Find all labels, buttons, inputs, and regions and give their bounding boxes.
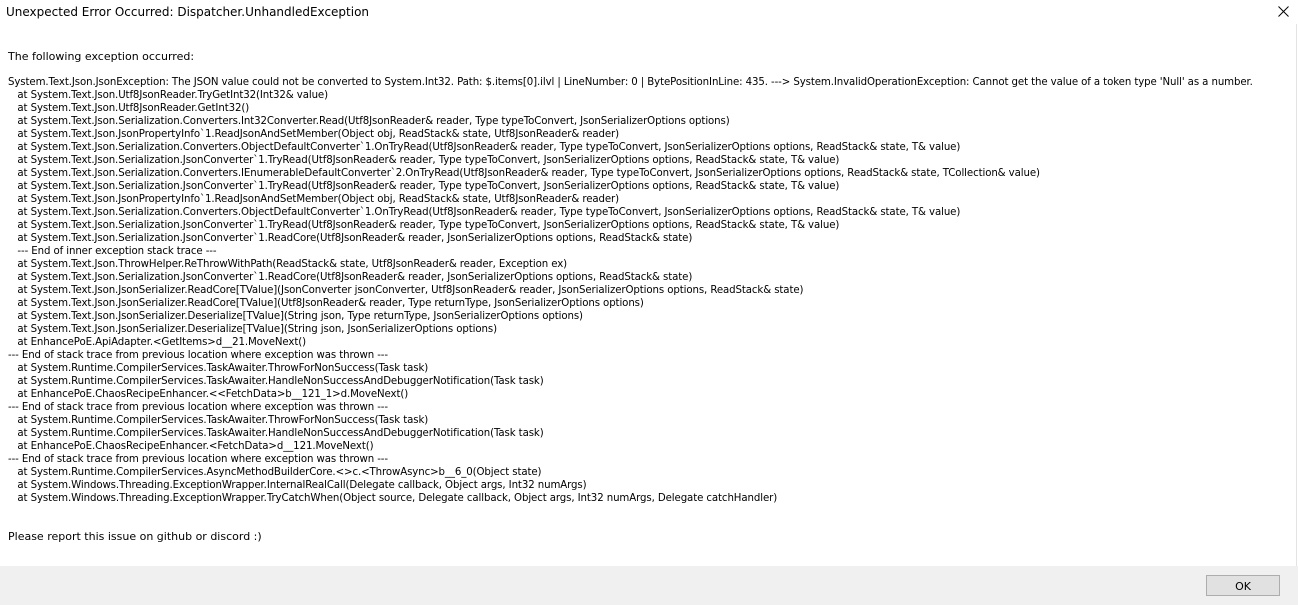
stack-trace-line: at EnhancePoE.ApiAdapter.<GetItems>d__21.MoveNext() bbox=[8, 337, 306, 348]
stack-trace bbox=[8, 76, 1292, 505]
stack-trace-line: at System.Text.Json.Serialization.JsonConverter`1.ReadCore(Utf8JsonReader& reader, JsonSerializerOptions options, ReadStack& state) bbox=[8, 272, 693, 283]
close-button[interactable] bbox=[1268, 0, 1298, 22]
stack-trace-line: at System.Text.Json.Serialization.Converters.ObjectDefaultConverter`1.OnTryRead(Utf8JsonReader& reader, Type typeToConvert, JsonSerializerOptions options, ReadStack& state, T& value) bbox=[8, 207, 961, 218]
stack-trace-line: at System.Text.Json.Serialization.JsonConverter`1.TryRead(Utf8JsonReader& reader, Type typeToConvert, JsonSerializerOptions options, ReadStack& state, T& value) bbox=[8, 220, 840, 231]
stack-trace-line: at System.Text.Json.JsonSerializer.Deserialize[TValue](String json, Type returnType, JsonSerializerOptions options) bbox=[8, 311, 583, 322]
stack-trace-line: at EnhancePoE.ChaosRecipeEnhancer.<FetchData>d__121.MoveNext() bbox=[8, 441, 374, 452]
stack-trace-line: --- End of stack trace from previous location where exception was thrown --- bbox=[8, 454, 388, 465]
title-bar bbox=[0, 0, 1298, 24]
stack-trace-line: --- End of inner exception stack trace --- bbox=[8, 246, 217, 257]
stack-trace-line: at System.Windows.Threading.ExceptionWrapper.TryCatchWhen(Object source, Delegate callback, Object args, Int32 numArgs, Delegate catchHandler) bbox=[8, 493, 778, 504]
dialog-title: Unexpected Error Occurred: Dispatcher.UnhandledException bbox=[6, 5, 370, 19]
stack-trace-line: System.Text.Json.JsonException: The JSON value could not be converted to System.Int32. Path: $.items[0].ilvl | LineNumber: 0 | BytePositionInLine: 435. ---> System.InvalidOperationException: Cannot get the value of a token type 'Null' as a number. bbox=[8, 77, 1253, 88]
stack-trace-line: at System.Text.Json.JsonSerializer.ReadCore[TValue](Utf8JsonReader& reader, Type returnType, JsonSerializerOptions options) bbox=[8, 298, 644, 309]
ok-button[interactable]: OK bbox=[1206, 575, 1280, 596]
stack-trace-line: at System.Runtime.CompilerServices.AsyncMethodBuilderCore.<>c.<ThrowAsync>b__6_0(Object state) bbox=[8, 467, 542, 478]
stack-trace-line: at System.Runtime.CompilerServices.TaskAwaiter.ThrowForNonSuccess(Task task) bbox=[8, 415, 429, 426]
stack-trace-line: at EnhancePoE.ChaosRecipeEnhancer.<<FetchData>b__121_1>d.MoveNext() bbox=[8, 389, 409, 400]
stack-trace-line: at System.Text.Json.Serialization.JsonConverter`1.TryRead(Utf8JsonReader& reader, Type typeToConvert, JsonSerializerOptions options, ReadStack& state, T& value) bbox=[8, 155, 840, 166]
close-icon bbox=[1278, 6, 1289, 17]
intro-text: The following exception occurred: bbox=[8, 50, 195, 63]
stack-trace-line: at System.Text.Json.JsonPropertyInfo`1.ReadJsonAndSetMember(Object obj, ReadStack& state, Utf8JsonReader& reader) bbox=[8, 129, 620, 140]
stack-trace-line: --- End of stack trace from previous location where exception was thrown --- bbox=[8, 350, 388, 361]
stack-trace-line: at System.Text.Json.JsonSerializer.Deserialize[TValue](String json, JsonSerializerOptions options) bbox=[8, 324, 497, 335]
stack-trace-line: at System.Text.Json.ThrowHelper.ReThrowWithPath(ReadStack& state, Utf8JsonReader& reader, Exception ex) bbox=[8, 259, 568, 270]
stack-trace-line: at System.Text.Json.Serialization.Converters.ObjectDefaultConverter`1.OnTryRead(Utf8JsonReader& reader, Type typeToConvert, JsonSerializerOptions options, ReadStack& state, T& value) bbox=[8, 142, 961, 153]
scroll-edge bbox=[1296, 24, 1297, 566]
stack-trace-line: at System.Text.Json.Serialization.JsonConverter`1.ReadCore(Utf8JsonReader& reader, JsonSerializerOptions options, ReadStack& state) bbox=[8, 233, 693, 244]
stack-trace-line: at System.Text.Json.Utf8JsonReader.GetInt32() bbox=[8, 103, 250, 114]
stack-trace-line: at System.Text.Json.Serialization.JsonConverter`1.TryRead(Utf8JsonReader& reader, Type typeToConvert, JsonSerializerOptions options, ReadStack& state, T& value) bbox=[8, 181, 840, 192]
stack-trace-line: at System.Text.Json.Serialization.Converters.Int32Converter.Read(Utf8JsonReader& reader, Type typeToConvert, JsonSerializerOptions options) bbox=[8, 116, 730, 127]
stack-trace-line: at System.Runtime.CompilerServices.TaskAwaiter.ThrowForNonSuccess(Task task) bbox=[8, 363, 429, 374]
stack-trace-line: at System.Text.Json.JsonPropertyInfo`1.ReadJsonAndSetMember(Object obj, ReadStack& state, Utf8JsonReader& reader) bbox=[8, 194, 620, 205]
stack-trace-line: at System.Runtime.CompilerServices.TaskAwaiter.HandleNonSuccessAndDebuggerNotification(Task task) bbox=[8, 376, 544, 387]
stack-trace-line: at System.Runtime.CompilerServices.TaskAwaiter.HandleNonSuccessAndDebuggerNotification(Task task) bbox=[8, 428, 544, 439]
stack-trace-line: at System.Text.Json.Utf8JsonReader.TryGetInt32(Int32& value) bbox=[8, 90, 328, 101]
message-body bbox=[8, 50, 1292, 505]
stack-trace-line: --- End of stack trace from previous location where exception was thrown --- bbox=[8, 402, 388, 413]
stack-trace-line: at System.Text.Json.JsonSerializer.ReadCore[TValue](JsonConverter jsonConverter, Utf8JsonReader& reader, JsonSerializerOptions options, ReadStack& state) bbox=[8, 285, 804, 296]
button-bar bbox=[0, 566, 1298, 605]
report-text: Please report this issue on github or discord :) bbox=[8, 530, 262, 543]
stack-trace-line: at System.Windows.Threading.ExceptionWrapper.InternalRealCall(Delegate callback, Object args, Int32 numArgs) bbox=[8, 480, 587, 491]
stack-trace-line: at System.Text.Json.Serialization.Converters.IEnumerableDefaultConverter`2.OnTryRead(Utf8JsonReader& reader, Type typeToConvert, JsonSerializerOptions options, ReadStack& state, TCollection& value) bbox=[8, 168, 1040, 179]
